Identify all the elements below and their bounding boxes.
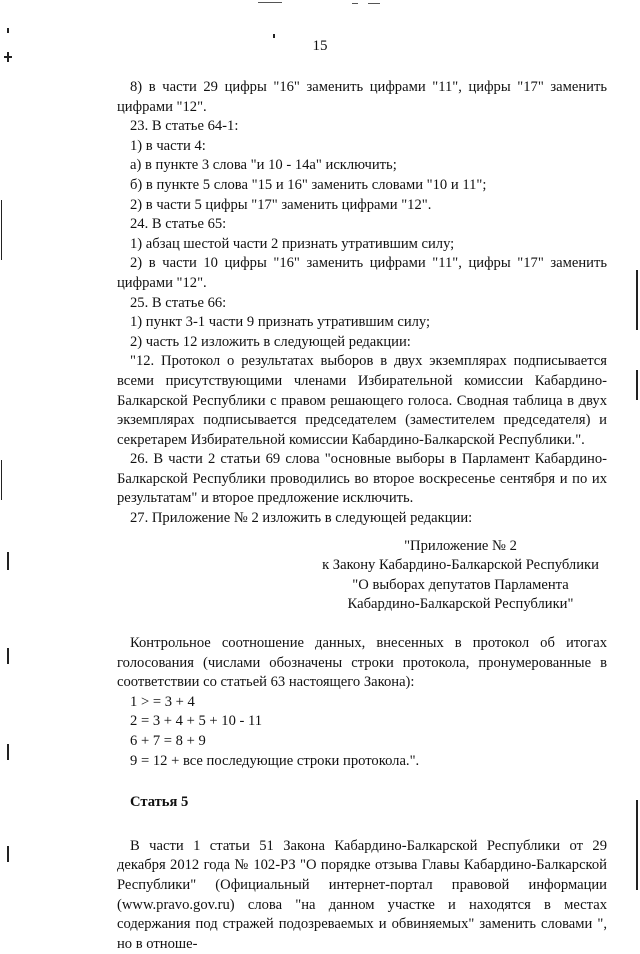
amendment-paragraph: 23. В статье 64-1: — [130, 118, 239, 135]
scan-artifact-right — [636, 270, 638, 330]
scan-artifact-left — [7, 648, 9, 664]
amendment-paragraph: "12. Протокол о результатах выборов в двух экземплярах подписывается всеми присутствующими членами Избирательной комиссии Кабардино-Балкарской Республики с правом решающего голоса. Сводная таблица в двух экземплярах подписывается председателем (заместителем председателя) и секретарем Избирательной комиссии Кабардино-Балкарской Республики.". — [117, 353, 607, 448]
page-number: 15 — [312, 38, 328, 54]
appendix-line: "О выборах депутатов Парламента — [352, 576, 569, 593]
scan-artifact-left — [1, 200, 2, 260]
scan-artifact-top — [352, 3, 358, 4]
amendment-paragraph: 1) абзац шестой части 2 признать утратившим силу; — [130, 235, 455, 252]
appendix-line: "Приложение № 2 — [404, 537, 517, 554]
scan-artifact-left — [7, 744, 9, 760]
scan-artifact-left — [7, 846, 9, 862]
amendment-paragraph: 25. В статье 66: — [130, 294, 227, 311]
scan-artifact-right — [636, 800, 638, 890]
amendment-paragraph: 27. Приложение № 2 изложить в следующей редакции: — [130, 510, 473, 527]
document-body — [117, 78, 607, 954]
formula-line: 1 > = 3 + 4 — [130, 693, 195, 710]
amendment-paragraph: 8) в части 29 цифры "16" заменить цифрами "11", цифры "17" заменить цифрами "12". — [117, 79, 607, 115]
amendment-paragraph: 24. В статье 65: — [130, 216, 227, 233]
control-ratio-paragraph: Контрольное соотношение данных, внесенных в протокол об итогах голосования (числами обозначены строки протокола, пронумерованные в соответствии со статьей 63 настоящего Закона): — [117, 635, 607, 691]
formula-line: 2 = 3 + 4 + 5 + 10 - 11 — [130, 713, 263, 730]
amendment-paragraph: 1) в части 4: — [130, 137, 206, 154]
amendment-paragraph: 2) в части 10 цифры "16" заменить цифрами "11", цифры "17" заменить цифрами "12". — [117, 255, 607, 291]
appendix-line: к Закону Кабардино-Балкарской Республики — [322, 557, 599, 574]
appendix-line: Кабардино-Балкарской Республики" — [347, 596, 574, 613]
scan-artifact-left — [1, 460, 2, 500]
amendment-list — [117, 78, 607, 529]
article-heading: Статья 5 — [130, 794, 189, 811]
amendment-paragraph: б) в пункте 5 слова "15 и 16" заменить словами "10 и 11"; — [130, 176, 487, 193]
amendment-paragraph: 2) часть 12 изложить в следующей редакции: — [130, 333, 411, 350]
amendment-paragraph: 2) в части 5 цифры "17" заменить цифрами "12". — [130, 196, 432, 213]
scan-artifact-left — [7, 552, 9, 570]
amendment-paragraph: 26. В части 2 статьи 69 слова "основные выборы в Парламент Кабардино-Балкарской Республики проводились во второе воскресенье сентября и по их результатам" и второе предложение исключить. — [117, 451, 607, 507]
formula-line: 9 = 12 + все последующие строки протокола.". — [130, 752, 420, 769]
formula-line: 6 + 7 = 8 + 9 — [130, 733, 206, 749]
amendment-paragraph: а) в пункте 3 слова "и 10 - 14а" исключить; — [130, 157, 397, 174]
amendment-paragraph: 1) пункт 3-1 части 9 признать утратившим силу; — [130, 314, 431, 331]
scan-artifact-top — [368, 3, 380, 4]
appendix-reference — [313, 537, 608, 615]
scan-artifact-left — [7, 28, 9, 33]
article-paragraph: В части 1 статьи 51 Закона Кабардино-Балкарской Республики от 29 декабря 2012 года № 102-РЗ "О порядке отзыва Главы Кабардино-Балкарской Республики" (Официальный интернет-портал правовой информации (www.pravo.gov.ru) слова "на данном участке и находятся в местах содержания под стражей подозреваемых и обвиняемых" заменить словами ", но в отноше- — [117, 837, 607, 952]
scan-artifact-top — [258, 2, 282, 3]
scan-artifact-right — [636, 370, 638, 400]
formula-list — [117, 693, 607, 771]
